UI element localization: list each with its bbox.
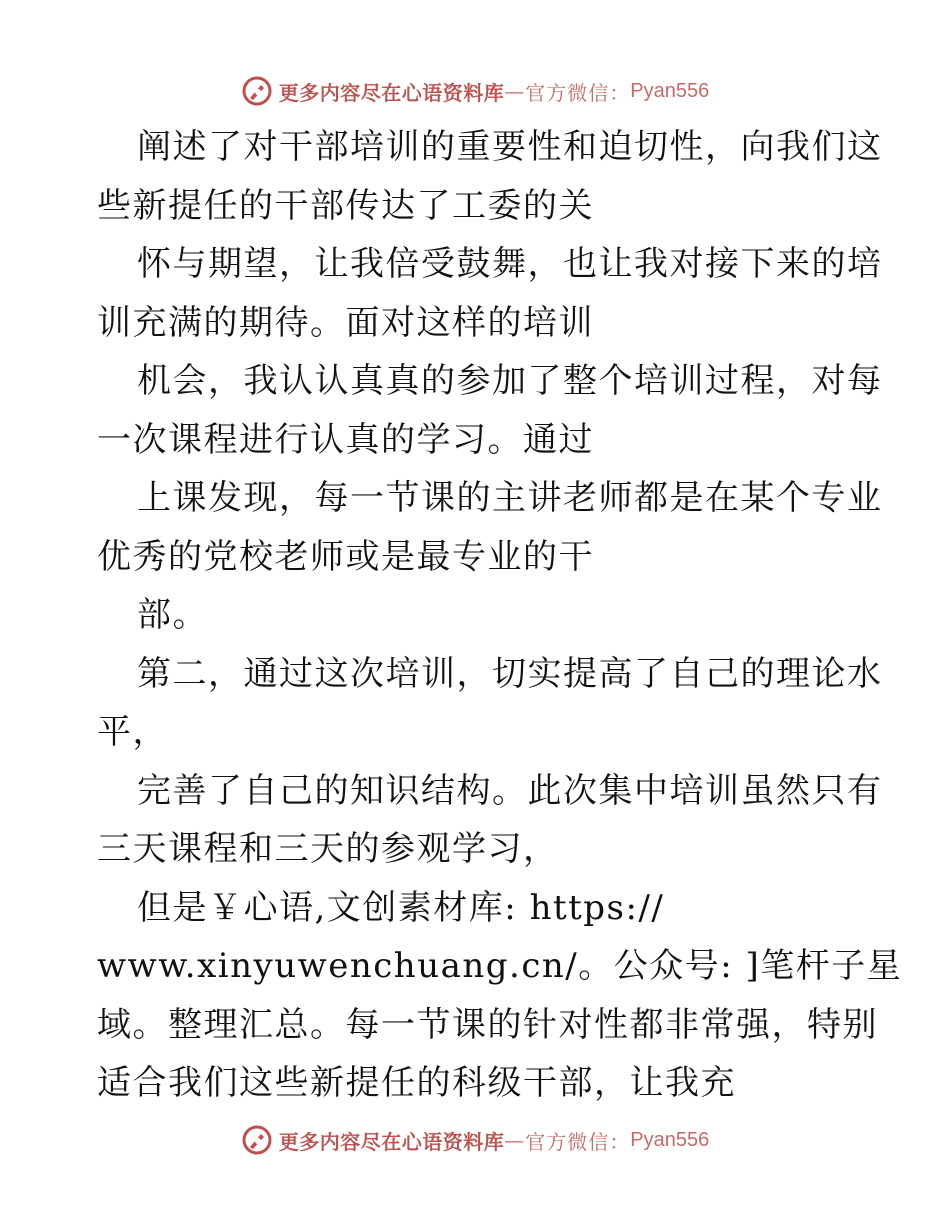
separator: —: [504, 79, 526, 103]
document-body: [97, 118, 903, 1113]
text-line-10: 第二，通过这次培训，切实提高了自己的理论水: [137, 653, 883, 694]
brand-text: 更多内容尽在心语资料库: [278, 80, 505, 105]
text-line-1: 阐述了对干部培训的重要性和迫切性，向我们这: [137, 127, 883, 167]
separator: —: [504, 1128, 526, 1152]
text-line-4: 训充满的期待。面对这样的培训: [97, 302, 594, 343]
pen-circle-icon: [241, 1124, 273, 1156]
text-line-12: 完善了自己的知识结构。此次集中培训虽然只有: [137, 770, 883, 811]
text-line-5: 机会，我认认真真的参加了整个培训过程，对每: [137, 361, 883, 401]
text-line-14: 但是￥心语,文创素材库: https://: [137, 887, 665, 928]
pen-circle-icon: [241, 75, 273, 107]
text-line-13: 三天课程和三天的参观学习，: [97, 829, 559, 869]
text-line-15: www.xinyuwenchuang.cn/。公众号: ]笔杆子星: [97, 946, 903, 986]
text-line-11: 平，: [97, 712, 168, 752]
text-line-7: 上课发现，每一节课的主讲老师都是在某个专业: [137, 478, 883, 518]
text-line-8: 优秀的党校老师或是最专业的干: [97, 536, 594, 577]
text-line-17: 适合我们这些新提任的科级干部，让我充: [97, 1063, 736, 1103]
wechat-id: Pyan556: [630, 1128, 710, 1151]
wechat-id: Pyan556: [630, 79, 710, 102]
header-watermark: [0, 71, 950, 111]
text-line-9: 部。: [137, 595, 208, 635]
text-line-2: 些新提任的干部传达了工委的关: [97, 185, 594, 226]
brand-text: 更多内容尽在心语资料库: [278, 1129, 505, 1154]
wechat-label: 官方微信：: [525, 80, 631, 105]
text-line-16: 域。整理汇总。每一节课的针对性都非常强，特别: [97, 1004, 878, 1045]
footer-watermark: [0, 1120, 950, 1160]
wechat-label: 官方微信：: [525, 1129, 631, 1154]
text-line-6: 一次课程进行认真的学习。通过: [97, 419, 594, 460]
text-line-3: 怀与期望，让我倍受鼓舞，也让我对接下来的培: [137, 244, 883, 284]
